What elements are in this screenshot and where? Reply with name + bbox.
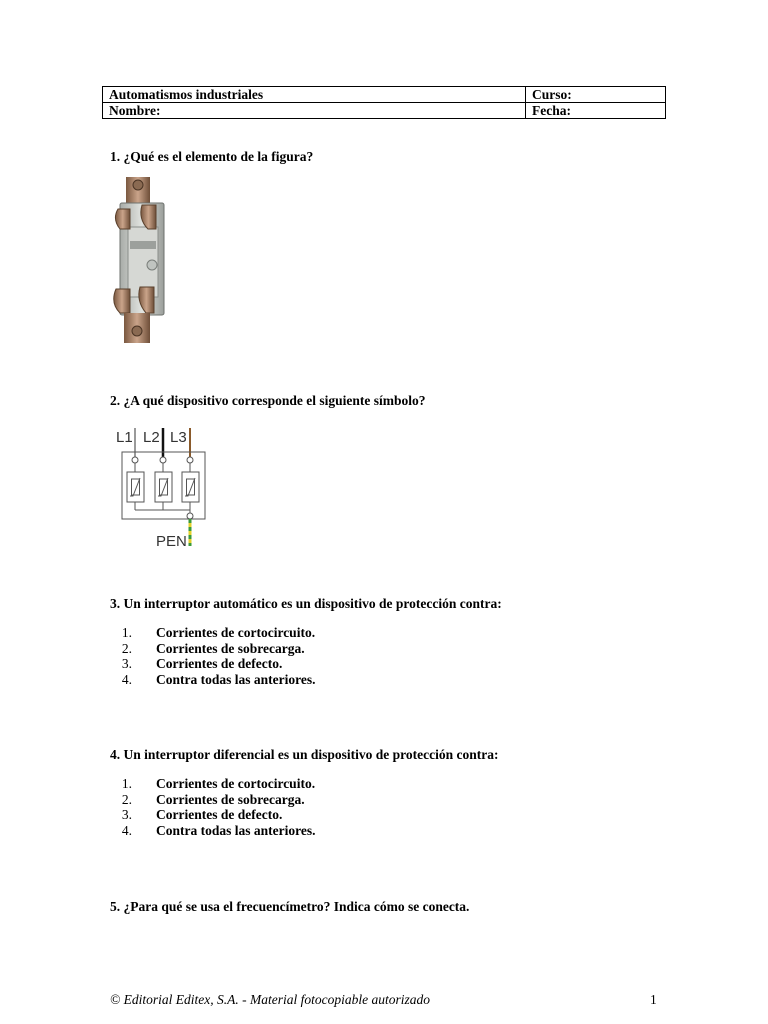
list-item: 3. Corrientes de defecto. <box>121 807 283 822</box>
label-l2: L2 <box>143 429 160 446</box>
subject-cell: Automatismos industriales <box>103 87 526 103</box>
surge-protector-symbol <box>112 424 212 552</box>
list-item: 2. Corrientes de sobrecarga. <box>121 791 305 807</box>
question-4-options <box>110 776 316 838</box>
name-cell: Nombre: <box>103 103 526 119</box>
footer-copyright: © Editorial Editex, S.A. - Material fotocopiable autorizado <box>110 992 430 1007</box>
question-4: 4. Un interruptor diferencial es un dispositivo de protección contra: <box>110 747 499 762</box>
list-item: 4. Contra todas las anteriores. <box>121 822 316 838</box>
fuse-holder-image <box>108 175 170 347</box>
label-l1: L1 <box>116 429 133 446</box>
list-item: 1. Corrientes de cortocircuito. <box>121 776 316 791</box>
question-5: 5. ¿Para qué se usa el frecuencímetro? Indica cómo se conecta. <box>110 899 470 914</box>
list-item: 3. Corrientes de defecto. <box>121 656 283 671</box>
question-1: 1. ¿Qué es el elemento de la figura? <box>110 149 314 164</box>
list-item: 1. Corrientes de cortocircuito. <box>121 625 316 640</box>
list-item: 2. Corrientes de sobrecarga. <box>121 640 305 656</box>
question-3: 3. Un interruptor automático es un dispositivo de protección contra: <box>110 596 502 611</box>
header-table <box>102 86 666 119</box>
question-2: 2. ¿A qué dispositivo corresponde el siguiente símbolo? <box>110 393 426 408</box>
label-l3: L3 <box>170 429 187 446</box>
date-cell: Fecha: <box>526 103 666 119</box>
question-3-options <box>110 625 316 687</box>
list-item: 4. Contra todas las anteriores. <box>121 671 316 687</box>
label-pen: PEN <box>156 533 187 550</box>
page-number: 1 <box>650 992 657 1007</box>
course-cell: Curso: <box>526 87 666 103</box>
